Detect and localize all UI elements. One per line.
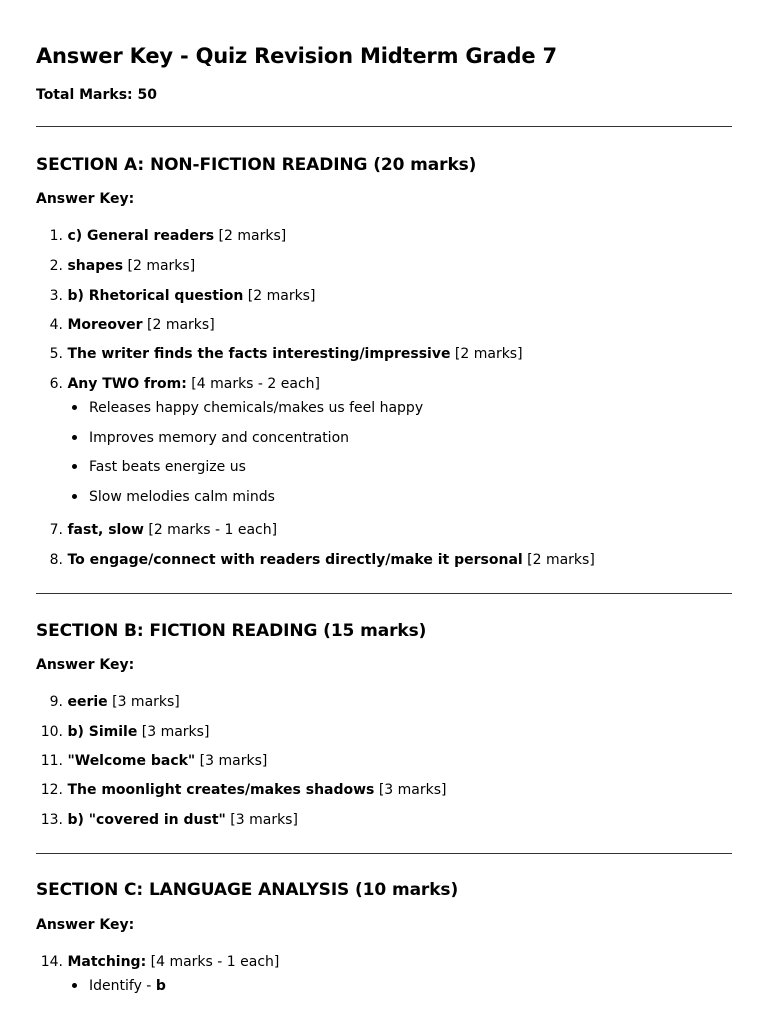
answer-item: 3. b) Rhetorical question [2 marks] (49, 288, 316, 304)
divider (36, 593, 732, 594)
bullet-item: Improves memory and concentration (72, 430, 349, 446)
answer-item: 6. Any TWO from: [4 marks - 2 each] (49, 376, 321, 392)
total-marks: Total Marks: 50 (36, 87, 158, 103)
answer-key-label: Answer Key: (36, 191, 135, 207)
page-title: Answer Key - Quiz Revision Midterm Grade 7 (36, 44, 557, 68)
section-b-heading: SECTION B: FICTION READING (15 marks) (36, 621, 427, 641)
answer-item: 7. fast, slow [2 marks - 1 each] (49, 522, 278, 538)
bullet-item: Identify - b (72, 978, 166, 994)
answer-item: 5. The writer finds the facts interesting/impressive [2 marks] (49, 346, 523, 362)
answer-item: 12. The moonlight creates/makes shadows [3 marks] (40, 782, 447, 798)
bullet-item: Releases happy chemicals/makes us feel happy (72, 400, 423, 416)
answer-item: 10. b) Simile [3 marks] (40, 724, 210, 740)
section-c-heading: SECTION C: LANGUAGE ANALYSIS (10 marks) (36, 880, 459, 900)
bullet-item: Fast beats energize us (72, 459, 246, 475)
answer-item: 4. Moreover [2 marks] (49, 317, 215, 333)
answer-item: 11. "Welcome back" [3 marks] (40, 753, 268, 769)
bullet-item: Slow melodies calm minds (72, 489, 275, 505)
section-a-heading: SECTION A: NON-FICTION READING (20 marks) (36, 155, 477, 175)
answer-key-label: Answer Key: (36, 917, 135, 933)
answer-item: 2. shapes [2 marks] (49, 258, 196, 274)
divider (36, 853, 732, 854)
answer-item: 13. b) "covered in dust" [3 marks] (40, 812, 298, 828)
answer-item: 14. Matching: [4 marks - 1 each] (40, 954, 280, 970)
answer-item: 9. eerie [3 marks] (49, 694, 180, 710)
divider (36, 126, 732, 127)
answer-item: 8. To engage/connect with readers directly/make it personal [2 marks] (49, 552, 595, 568)
answer-item: 1. c) General readers [2 marks] (49, 228, 287, 244)
answer-key-label: Answer Key: (36, 657, 135, 673)
